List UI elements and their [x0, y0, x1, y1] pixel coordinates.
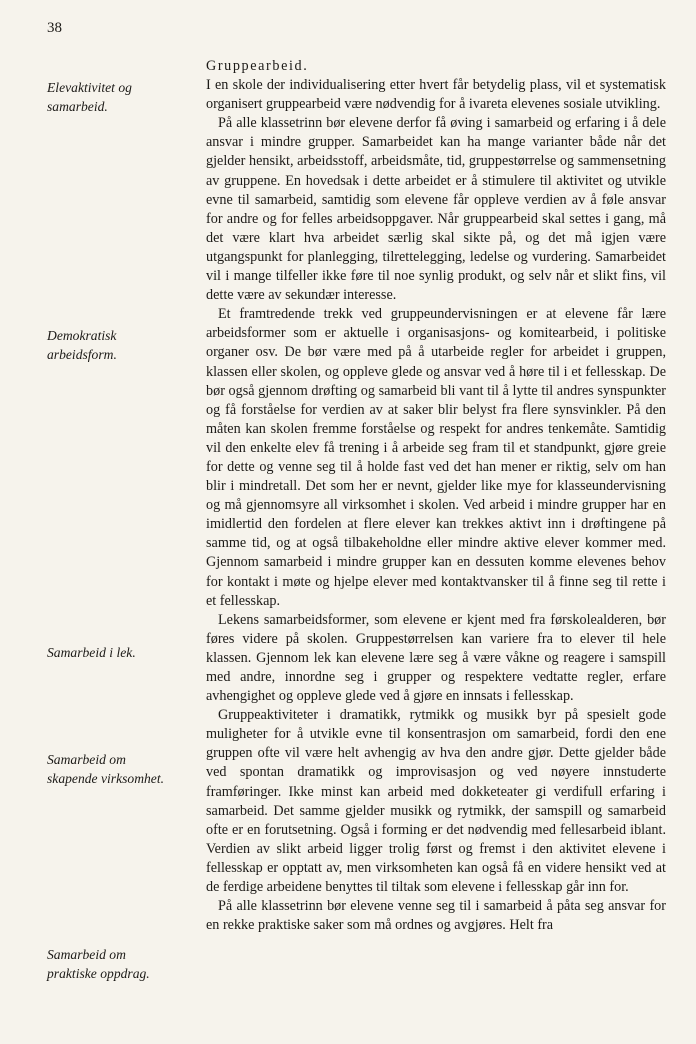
margin-note-praktiske: Samarbeid om praktiske oppdrag.	[47, 947, 150, 981]
section-title: Gruppearbeid.	[206, 58, 309, 74]
margin-note-samarbeid-lek: Samarbeid i lek.	[47, 645, 136, 660]
paragraph-intro: I en skole der individualisering etter hvert får betydelig plass, vil et systematisk organisert gruppearbeid være nødvendig for å ivareta elevenes sosiale utvikling.	[206, 77, 666, 113]
paragraph-klassetrinn: På alle klassetrinn bør elevene derfor få øving i samarbeid og erfaring i å dele ansvar i mindre grupper. Samarbeidet kan ha mange varianter både når det gjelder hensikt, arbeidsstoff, arbeidsmåte, tid, gruppestørrelse og sammensetning av gruppene. En hovedsak i dette arbeidet er å stimulere til aktivitet og utvikle evne til samarbeid, samtidig som elevene får oppleve verdien av å føle ansvar for andre og for felles arbeidsoppgaver. Når gruppearbeid skal settes i gang, må det være klart hva arbeidet særlig skal sikte på, og det må igjen være utgangspunkt for planlegging, tilrettelegging, ledelse og vurdering. Samarbeidet vil i mange tilfeller ikke føre til noe synlig produkt, og selv når et slikt fins, vil dette være av sekundær interesse.	[206, 115, 666, 304]
margin-note-skapende: Samarbeid om skapende virksomhet.	[47, 752, 165, 786]
paragraph-praktiske: På alle klassetrinn bør elevene venne seg til i samarbeid å påta seg ansvar for en rekke praktiske saker som må ordnes og avgjøres. Helt fra	[206, 898, 666, 934]
paragraph-demokratisk: Et framtredende trekk ved gruppeundervisningen er at elevene får lære arbeidsformer som er aktuelle i organisasjons- og komitearbeid, i politiske organer osv. De bør være med på å utarbeide regler for arbeidet i gruppen, klassen eller skolen, og oppleve glede og ansvar ved å høre til i et fellesskap. De bør også gjennom drøfting og samarbeid bli vant til å lytte til andres synspunkter og få forståelse for verdien av at saker blir belyst fra flere synsvinkler. På den måten kan skolen fremme forståelse og respekt for andres tenkemåte. Samtidig vil den enkelte elev få trening i å arbeide seg fram til et standpunkt, gjøre greie for dette og venne seg til å holde fast ved det han mener er riktig, selv om han blir i mindretall. Det som her er nevnt, gjelder like mye for klasseundervisning og må gjennomsyre all virksomhet i skolen. Ved arbeid i mindre grupper har en imidlertid den fordelen at flere elever kan trekkes aktivt inn i drøftingene på samme tid, og at også tilbakeholdne eller mindre aktive elever kommer med. Gjennom samarbeid i mindre grupper kan en dessuten komme elevenes behov for kontakt i møte og hjelpe elever med kontaktvansker til å finne seg til rette i et fellesskap.	[206, 306, 666, 609]
margin-note-demokratisk: Demokratisk arbeidsform.	[47, 328, 117, 362]
body-text	[206, 57, 666, 935]
paragraph-skapende: Gruppeaktiviteter i dramatikk, rytmikk og musikk byr på spesielt gode muligheter for å utvikle evne til konsentrasjon om samarbeid, fordi den ene gruppen ofte vil være helt avhengig av hva den andre gjør. Dette gjelder både ved spontan dramatikk og improvisasjon og ved nøyere innstuderte framføringer. Ikke minst kan arbeid med dokketeater gi verdifull erfaring i samarbeid. Det samme gjelder musikk og rytmikk, der samspill og samarbeid ofte er en forutsetning. Også i forming er det nødvendig med fellesarbeid iblant. Verdien av slikt arbeid ligger trolig først og fremst i den aktivitet elevene i fellesskap er opptatt av, men virksomheten kan også få en videre hensikt ved at de ferdige arbeidene benyttes til tiltak som elevene i fellesskap går inn for.	[206, 707, 666, 896]
margin-note-elevaktivitet: Elevaktivitet og samarbeid.	[47, 80, 132, 114]
paragraph-lek: Lekens samarbeidsformer, som elevene er kjent med fra førskolealderen, bør føres videre på skolen. Gruppestørrelsen kan variere fra to elever til hele klassen. Gjennom lek kan elevene lære seg å være våkne og reagere i samspill med andre, innordne seg i grupper og respektere vedtatte regler, erfare avhengighet og oppleve glede ved å gjøre en innsats i fellesskap.	[206, 611, 666, 705]
page-number: 38	[47, 20, 62, 36]
